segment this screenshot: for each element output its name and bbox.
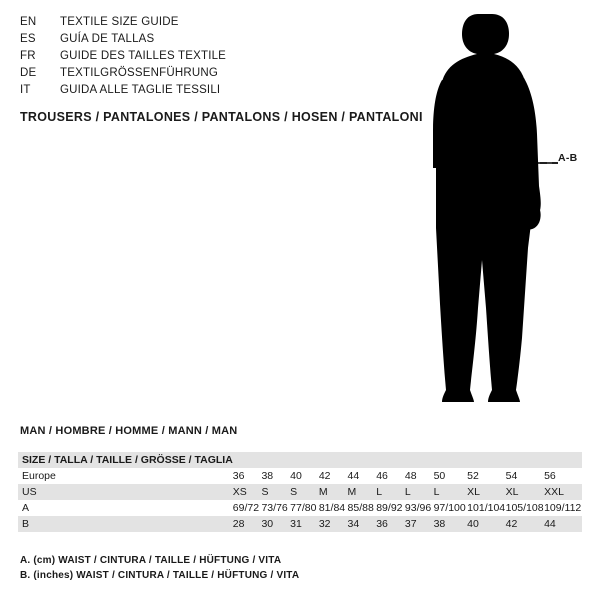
cell: 48 (404, 470, 417, 482)
row-label-b: B (22, 518, 30, 530)
language-text-en: TEXTILE SIZE GUIDE (60, 16, 179, 28)
table-row (18, 516, 582, 532)
footnote-b: B. (inches) WAIST / CINTURA / TAILLE / HÜFTUNG / VITA (20, 570, 300, 581)
footnote-a: A. (cm) WAIST / CINTURA / TAILLE / HÜFTUNG / VITA (20, 555, 282, 566)
cell: 40 (467, 518, 479, 530)
cell: L (433, 486, 440, 498)
language-text-fr: GUIDE DES TAILLES TEXTILE (60, 50, 227, 62)
cell (290, 452, 319, 468)
cell (319, 452, 348, 468)
table-row (18, 500, 582, 516)
cell: 105/108 (505, 502, 544, 514)
cell: 28 (232, 518, 245, 530)
cell: 36 (376, 518, 388, 530)
language-text-de: TEXTILGRÖSSENFÜHRUNG (60, 67, 218, 79)
cell: XL (505, 486, 519, 498)
cell: 73/76 (261, 502, 288, 514)
cell (233, 452, 262, 468)
language-code-de: DE (20, 67, 37, 79)
language-row-de (20, 65, 420, 82)
row-label-us: US (22, 486, 37, 498)
cell: 44 (347, 470, 360, 482)
cell: 93/96 (404, 502, 432, 514)
language-text-it: GUIDA ALLE TAGLIE TESSILI (60, 84, 221, 96)
row-label-size: SIZE / TALLA / TAILLE / GRÖSSE / TAGLIA (22, 454, 233, 466)
cell: 30 (261, 518, 274, 530)
cell: 40 (290, 470, 302, 482)
size-table (18, 452, 582, 532)
cell: XL (467, 486, 481, 498)
man-silhouette-figure (420, 8, 600, 408)
cell: 37 (404, 518, 417, 530)
cell: L (404, 486, 411, 498)
cell: 52 (467, 470, 479, 482)
cell: 44 (544, 518, 556, 530)
language-code-it: IT (20, 84, 31, 96)
table-section-title: MAN / HOMBRE / HOMME / MANN / MAN (20, 425, 238, 437)
cell: 85/88 (347, 502, 374, 514)
language-code-es: ES (20, 33, 36, 45)
cell: XXL (544, 486, 564, 498)
cell: 36 (232, 470, 245, 482)
cell (261, 452, 290, 468)
cell: 42 (318, 470, 331, 482)
language-code-en: EN (20, 16, 37, 28)
cell (376, 452, 405, 468)
cell: 69/72 (232, 502, 260, 514)
cell (348, 452, 377, 468)
cell: 97/100 (433, 502, 466, 514)
cell: M (318, 486, 328, 498)
garment-title: TROUSERS / PANTALONES / PANTALONS / HOSEN / PANTALONI (20, 110, 423, 124)
cell: 34 (347, 518, 360, 530)
table-row (18, 468, 582, 484)
footnotes (20, 553, 299, 583)
cell: 42 (505, 518, 518, 530)
cell: 89/92 (376, 502, 403, 514)
cell: 32 (318, 518, 331, 530)
cell: 31 (290, 518, 302, 530)
cell: 46 (376, 470, 388, 482)
cell (544, 452, 582, 468)
cell (467, 452, 505, 468)
cell (434, 452, 468, 468)
language-code-fr: FR (20, 50, 36, 62)
cell: 38 (433, 518, 446, 530)
cell: M (347, 486, 357, 498)
cell: 101/104 (467, 502, 506, 514)
cell: 81/84 (318, 502, 346, 514)
row-label-a: A (22, 502, 30, 514)
measurement-label-ab: A-B (558, 152, 578, 164)
table-row (18, 452, 582, 468)
language-row-en (20, 14, 420, 31)
table-row (18, 484, 582, 500)
language-text-es: GUÍA DE TALLAS (60, 33, 155, 45)
cell: 38 (261, 470, 274, 482)
cell (506, 452, 544, 468)
cell: XS (232, 486, 247, 498)
language-row-it (20, 82, 420, 99)
cell: S (290, 486, 298, 498)
cell: S (261, 486, 269, 498)
row-label-europe: Europe (22, 470, 56, 482)
cell: 77/80 (290, 502, 317, 514)
cell: 54 (505, 470, 518, 482)
cell: 109/112 (544, 502, 582, 514)
language-header-block (20, 14, 420, 99)
language-row-fr (20, 48, 420, 65)
language-row-es (20, 31, 420, 48)
cell (405, 452, 434, 468)
cell: 56 (544, 470, 556, 482)
cell: 50 (433, 470, 446, 482)
cell: L (376, 486, 383, 498)
